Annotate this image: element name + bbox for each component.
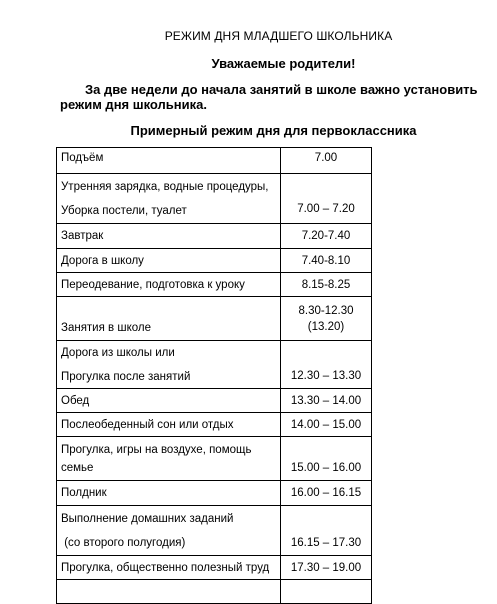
activity-text: Прогулка, общественно полезный труд: [61, 561, 270, 574]
time-text: 7.20-7.40: [301, 230, 351, 242]
time-text: 7.00: [314, 152, 338, 164]
time-text: 14.00 – 15.00: [290, 418, 362, 431]
time-cell: [281, 224, 372, 249]
table-row: [57, 273, 372, 297]
time-cell: [281, 580, 372, 604]
activity-text: Подъём: [61, 152, 104, 164]
time-cell: [281, 148, 372, 174]
table-row: [57, 297, 372, 341]
activity-cell: [57, 389, 281, 413]
activity-cell: [57, 224, 281, 249]
activity-text: Занятия в школе: [61, 322, 151, 334]
time-cell: [281, 341, 372, 389]
activity-cell: [57, 249, 281, 273]
time-cell: [281, 481, 372, 506]
time-cell: [281, 506, 372, 556]
table-row: [57, 389, 372, 413]
time-text: 15.00 – 16.00: [290, 462, 362, 474]
schedule-table: [56, 147, 372, 604]
activity-cell: [57, 297, 281, 341]
table-row: [57, 481, 372, 506]
activity-text: Послеобеденный сон или отдых: [61, 418, 234, 431]
activity-text: семье: [61, 461, 94, 474]
time-text: 8.15-8.25: [301, 278, 351, 291]
table-row: [57, 174, 372, 224]
table-row: [57, 413, 372, 437]
table-row: [57, 437, 372, 481]
activity-text: Прогулка, игры на воздухе, помощь: [61, 443, 252, 456]
table-row: [57, 506, 372, 556]
time-text: 16.15 – 17.30: [290, 537, 362, 549]
activity-text: Выполнение домашних заданий: [61, 512, 234, 525]
time-cell: [281, 297, 372, 341]
time-text: 13.30 – 14.00: [290, 394, 362, 407]
time-cell: [281, 273, 372, 297]
time-text: 7.40-8.10: [301, 254, 351, 267]
activity-cell: [57, 437, 281, 481]
time-cell: [281, 413, 372, 437]
activity-cell: [57, 148, 281, 174]
activity-text: Дорога в школу: [61, 254, 144, 267]
page-title: РЕЖИМ ДНЯ МЛАДШЕГО ШКОЛЬНИКА: [164, 29, 393, 43]
activity-cell: [57, 341, 281, 389]
table-row: [57, 341, 372, 389]
time-cell: [281, 437, 372, 481]
table-row: [57, 249, 372, 273]
schedule-table-title: Примерный режим дня для первоклассника: [130, 123, 417, 138]
activity-text: Утренняя зарядка, водные процедуры,: [61, 180, 269, 193]
activity-text: Обед: [61, 394, 90, 407]
time-text: 8.30-12.30: [298, 304, 354, 317]
activity-cell: [57, 580, 281, 604]
greeting-heading: Уважаемые родители!: [211, 56, 356, 71]
activity-cell: [57, 413, 281, 437]
time-text: (13.20): [307, 320, 345, 333]
table-row: [57, 148, 372, 174]
table-row: [57, 580, 372, 604]
table-row: [57, 224, 372, 249]
activity-text: Переодевание, подготовка к уроку: [61, 278, 245, 291]
activity-cell: [57, 506, 281, 556]
time-cell: [281, 174, 372, 224]
activity-cell: [57, 481, 281, 506]
time-text: 17.30 – 19.00: [290, 561, 362, 574]
intro-paragraph: За две недели до начала занятий в школе важно установить режим дня школьника.: [60, 82, 478, 112]
activity-text: Прогулка после занятий: [61, 370, 191, 383]
time-cell: [281, 249, 372, 273]
time-text: 7.00 – 7.20: [297, 203, 355, 215]
time-text: 12.30 – 13.30: [290, 370, 362, 382]
activity-text: Уборка постели, туалет: [61, 204, 187, 217]
activity-text: (со второго полугодия): [61, 536, 186, 549]
activity-text: Дорога из школы или: [61, 346, 175, 359]
activity-text: Завтрак: [61, 230, 104, 242]
time-cell: [281, 389, 372, 413]
activity-cell: [57, 174, 281, 224]
activity-cell: [57, 273, 281, 297]
activity-text: Полдник: [61, 487, 107, 499]
time-text: 16.00 – 16.15: [290, 487, 362, 499]
